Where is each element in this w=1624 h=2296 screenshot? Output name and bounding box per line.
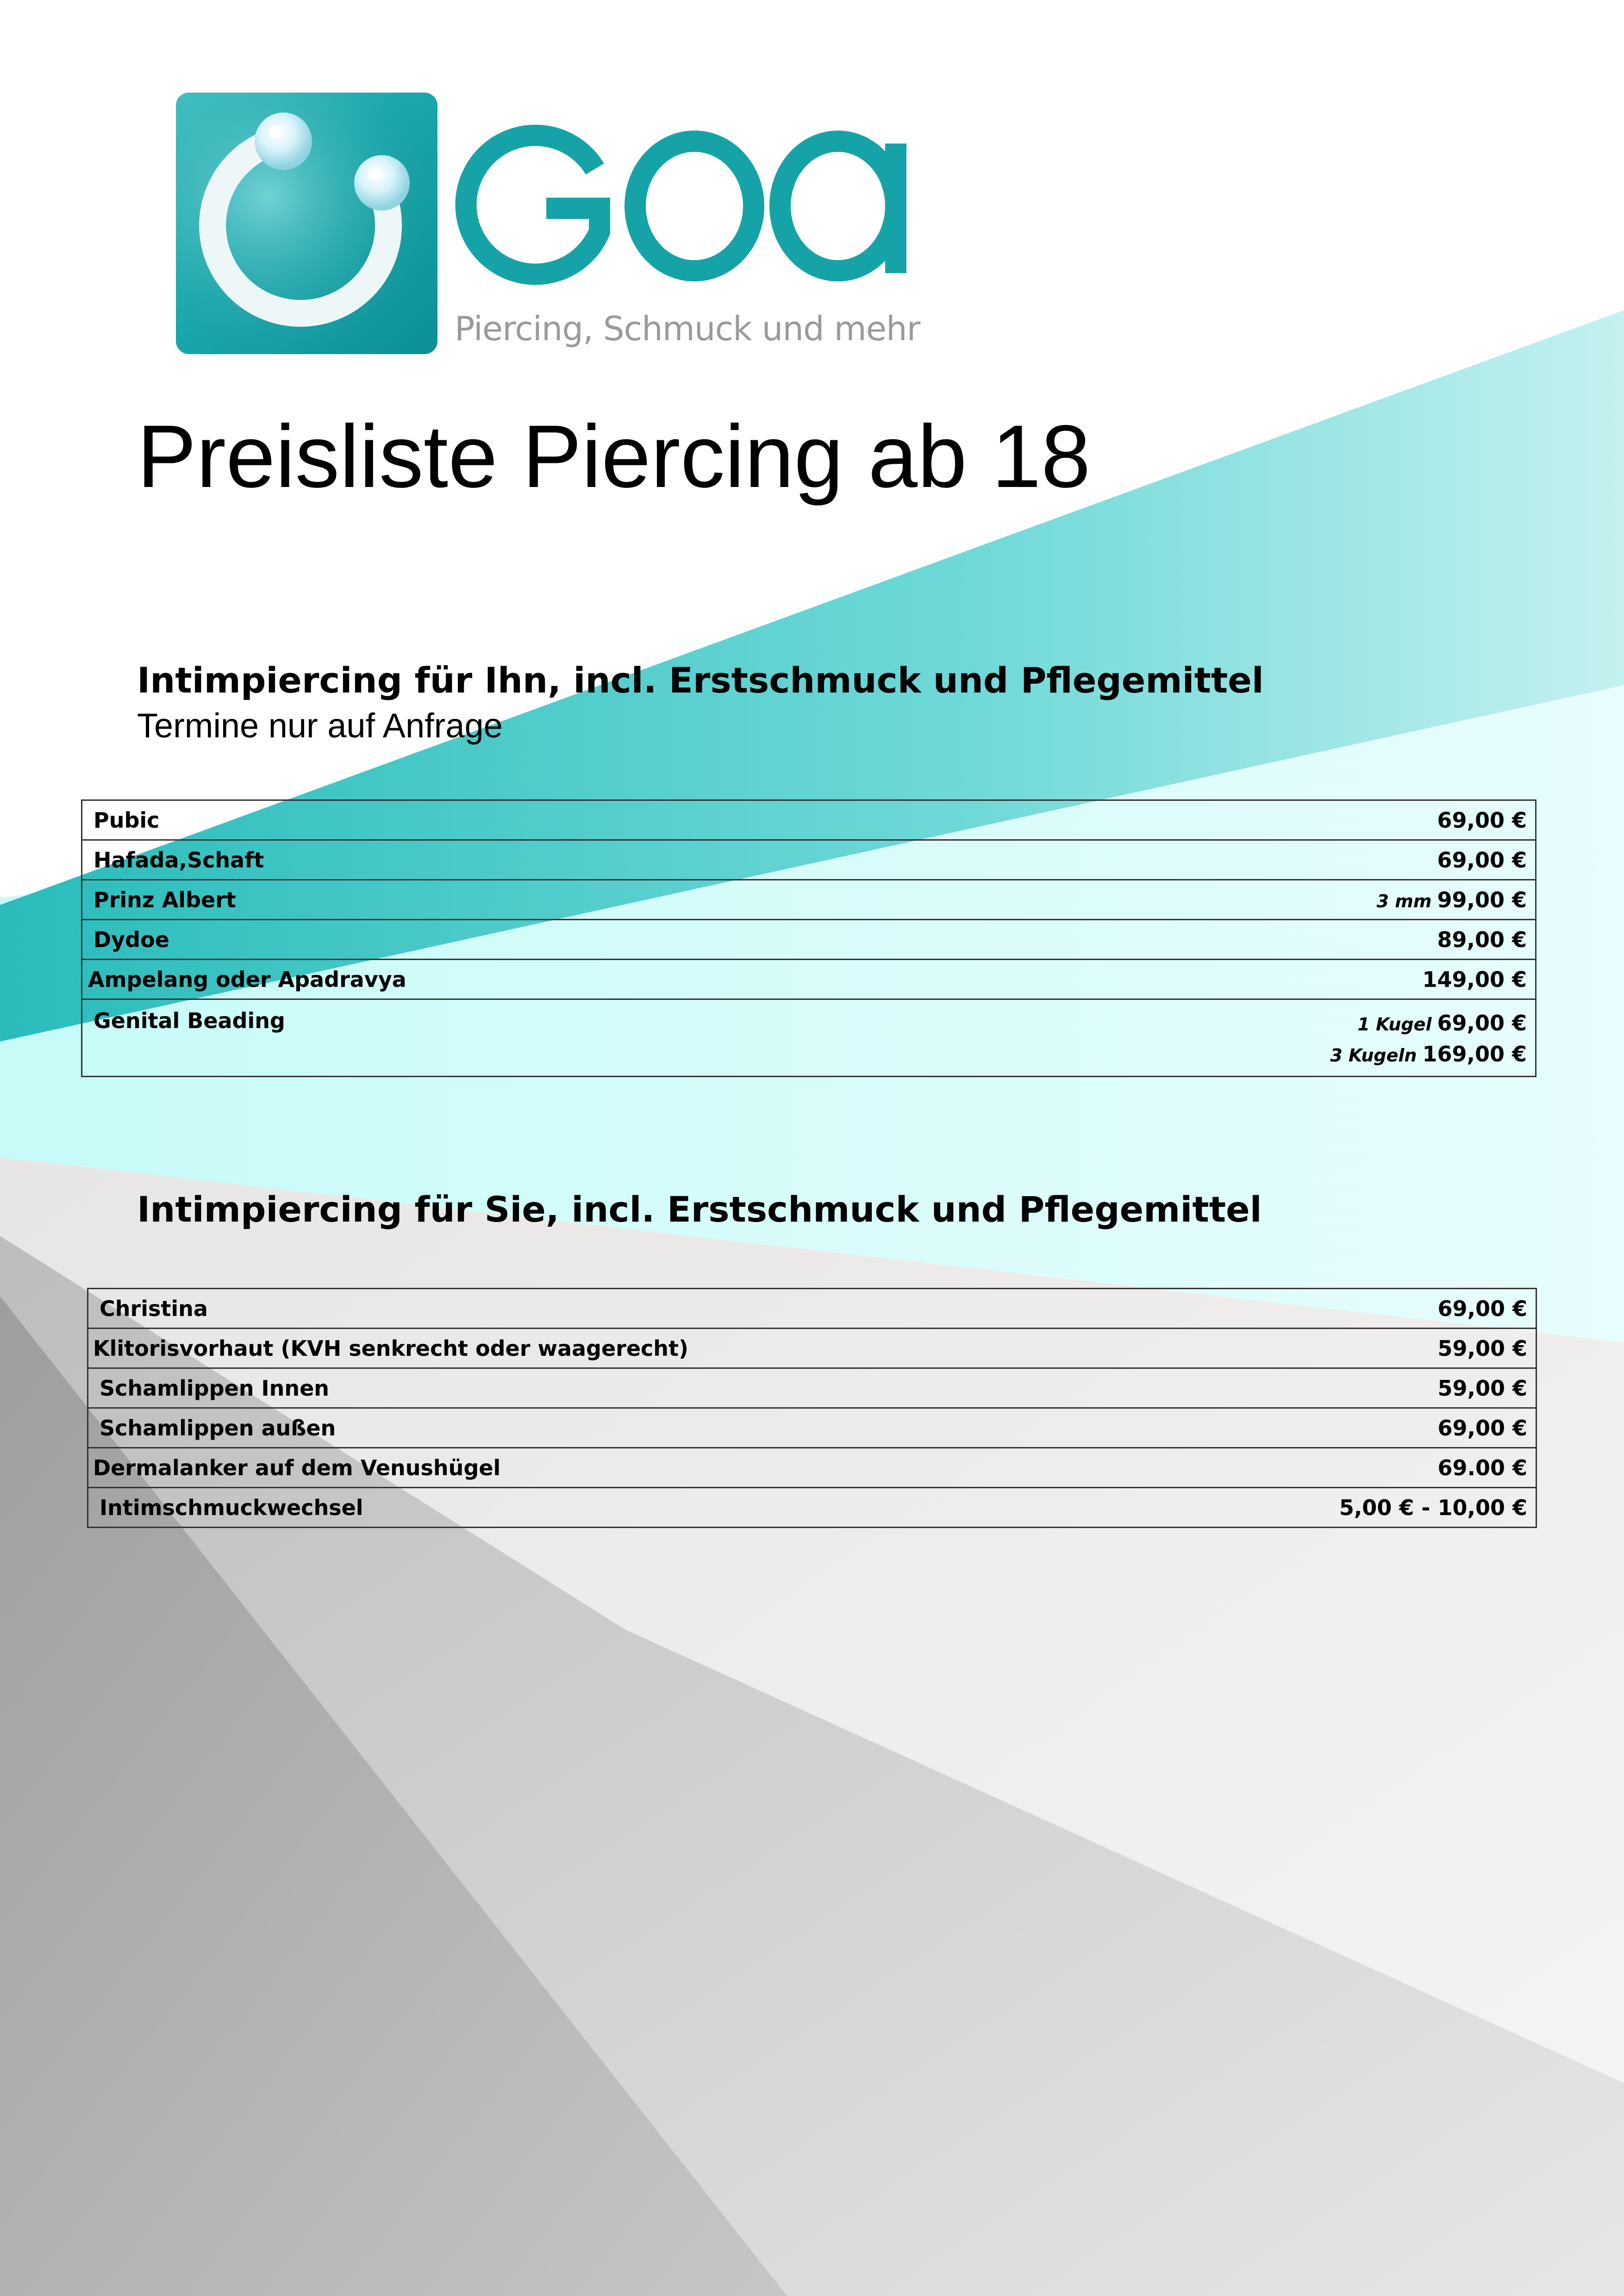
table-row xyxy=(82,999,1536,1077)
logo-tagline: Piercing, Schmuck und mehr xyxy=(455,309,920,348)
item-name: Dydoe xyxy=(82,920,962,960)
item-price-cell xyxy=(962,999,1536,1077)
item-name: Ampelang oder Apadravya xyxy=(82,960,962,999)
table-row xyxy=(82,840,1536,880)
section-heading-him: Intimpiercing für Ihn, incl. Erstschmuck und Pflegemittel xyxy=(137,660,1264,701)
table-row xyxy=(88,1368,1537,1408)
table-row xyxy=(88,1488,1537,1528)
ring-with-beads-icon xyxy=(176,93,437,354)
item-price: 69,00 € xyxy=(1167,1408,1537,1448)
item-price: 89,00 € xyxy=(962,920,1536,960)
item-price: 169,00 € xyxy=(1422,1042,1527,1067)
table-row xyxy=(82,920,1536,960)
item-price: 5,00 € - 10,00 € xyxy=(1167,1488,1537,1528)
item-price: 69.00 € xyxy=(1167,1448,1537,1488)
goa-wordmark xyxy=(454,93,917,306)
price-table-her xyxy=(87,1288,1537,1528)
item-name: Klitorisvorhaut (KVH senkrecht oder waagerecht) xyxy=(88,1329,1167,1368)
item-note: 1 Kugel xyxy=(1357,1014,1432,1035)
table-row xyxy=(88,1329,1537,1368)
item-price: 59,00 € xyxy=(1167,1329,1537,1368)
item-name: Genital Beading xyxy=(82,999,962,1077)
item-name: Hafada,Schaft xyxy=(82,840,962,880)
table-row xyxy=(88,1289,1537,1329)
page-title: Preisliste Piercing ab 18 xyxy=(137,406,1091,506)
item-price: 59,00 € xyxy=(1167,1368,1537,1408)
price-line xyxy=(973,1039,1527,1070)
table-row xyxy=(82,960,1536,999)
item-price: 149,00 € xyxy=(962,960,1536,999)
item-price: 99,00 € xyxy=(1437,887,1527,912)
item-price: 69,00 € xyxy=(962,800,1536,840)
table-row xyxy=(82,800,1536,840)
table-row xyxy=(88,1408,1537,1448)
section-heading-her: Intimpiercing für Sie, incl. Erstschmuck und Pflegemittel xyxy=(137,1189,1262,1230)
item-note: 3 Kugeln xyxy=(1330,1045,1417,1066)
item-note: 3 mm xyxy=(1376,891,1432,911)
item-name: Christina xyxy=(88,1289,1167,1329)
item-price: 69,00 € xyxy=(1437,1011,1527,1036)
item-price-cell xyxy=(962,880,1536,920)
price-line xyxy=(973,1008,1527,1039)
item-name: Schamlippen Innen xyxy=(88,1368,1167,1408)
item-price: 69,00 € xyxy=(1167,1289,1537,1329)
item-name: Prinz Albert xyxy=(82,880,962,920)
table-row xyxy=(82,880,1536,920)
item-name: Intimschmuckwechsel xyxy=(88,1488,1167,1528)
price-table-him xyxy=(81,799,1537,1077)
section-subheading-him: Termine nur auf Anfrage xyxy=(137,706,503,745)
item-name: Schamlippen außen xyxy=(88,1408,1167,1448)
table-row xyxy=(88,1448,1537,1488)
goa-logo xyxy=(176,93,920,361)
item-name: Dermalanker auf dem Venushügel xyxy=(88,1448,1167,1488)
item-price: 69,00 € xyxy=(962,840,1536,880)
item-name: Pubic xyxy=(82,800,962,840)
